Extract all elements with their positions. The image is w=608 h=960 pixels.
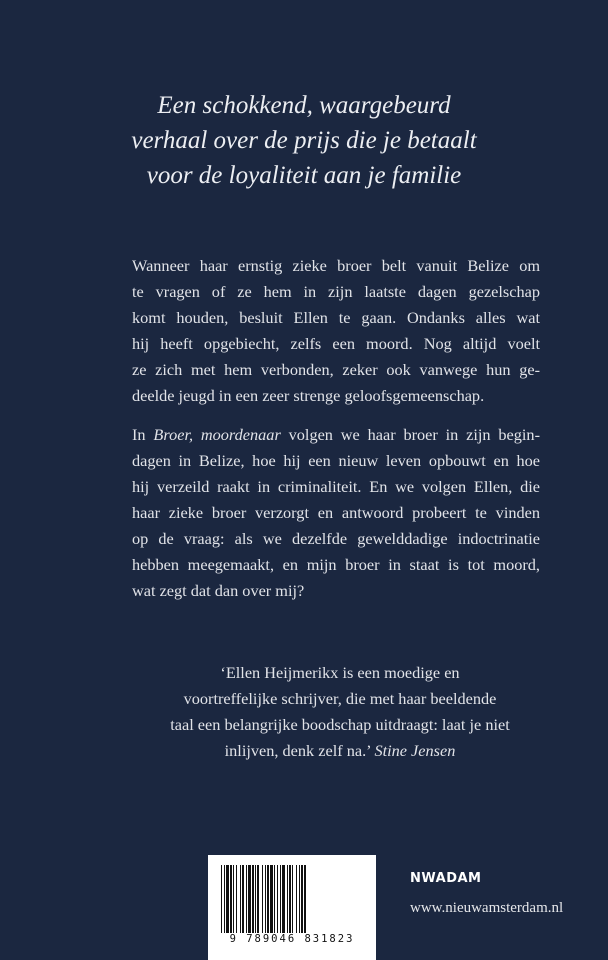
barcode-bar — [282, 865, 285, 933]
barcode-bar — [221, 865, 222, 933]
tagline — [40, 88, 568, 193]
blurb-line: hebben meegemaakt, en mijn broer in staat is tot moord, — [132, 555, 540, 574]
blurb-paragraph-2 — [132, 422, 540, 604]
blurb-line: haar zieke broer verzorgt en antwoord probeert te vinden — [132, 503, 540, 522]
barcode-bar — [270, 865, 273, 933]
tagline-line: voor de loyaliteit aan je familie — [146, 162, 462, 189]
barcode-bar — [280, 865, 281, 933]
quote-line: taal een belangrijke boodschap uitdraagt: laat je niet — [170, 715, 510, 734]
quote-author: Stine Jensen — [374, 741, 456, 760]
barcode-bar — [255, 865, 256, 933]
quote-line — [100, 738, 580, 764]
barcode-bar — [299, 865, 300, 933]
blurb-text: volgen we haar broer in zijn begin- — [280, 425, 540, 444]
review-quote — [100, 660, 580, 764]
barcode-bar — [246, 865, 247, 933]
barcode-bar — [252, 865, 254, 933]
isbn-number: 9 789046 831823 — [229, 933, 355, 945]
barcode-bar — [226, 865, 229, 933]
barcode-bar — [296, 865, 297, 933]
barcode-bar — [240, 865, 241, 933]
blurb-line: deelde jeugd in een zeer strenge geloofsgemeenschap. — [132, 386, 485, 405]
blurb-line: ze zich met hem verbonden, zeker ook vanwege hun ge- — [132, 360, 540, 379]
blurb-line: hij verzeild raakt in criminaliteit. En we volgen Ellen, die — [132, 477, 540, 496]
blurb-line: Wanneer haar ernstig zieke broer belt vanuit Belize om — [132, 256, 540, 275]
barcode-bar — [257, 865, 259, 933]
barcode-bars — [219, 865, 365, 933]
blurb-line — [132, 422, 540, 448]
barcode-bar — [274, 865, 275, 933]
barcode-bar — [287, 865, 288, 933]
quote-line: ‘Ellen Heijmerikx is een moedige en — [220, 663, 460, 682]
quote-line: voortreffelijke schrijver, die met haar beeldende — [183, 689, 497, 708]
blurb-text: In — [132, 425, 154, 444]
barcode-bar — [277, 865, 278, 933]
barcode-bar — [236, 865, 237, 933]
barcode-bar — [233, 865, 234, 933]
barcode-bar — [242, 865, 244, 933]
blurb-line: komt houden, besluit Ellen te gaan. Ondanks alles wat — [132, 308, 540, 327]
quote-text: inlijven, denk zelf na.’ — [224, 741, 375, 760]
barcode-bar — [267, 865, 269, 933]
blurb-paragraph-1 — [132, 253, 540, 409]
barcode-bar — [304, 865, 306, 933]
blurb-line: te vragen of ze hem in zijn laatste dagen gezelschap — [132, 282, 540, 301]
blurb-line: op de vraag: als we dezelfde gewelddadige indoctrinatie — [132, 529, 540, 548]
barcode-bar — [230, 865, 232, 933]
blurb-line: hij heeft opgebiecht, zelfs een moord. Nog altijd voelt — [132, 334, 540, 353]
tagline-line: Een schokkend, waargebeurd — [157, 92, 451, 119]
barcode — [208, 855, 376, 960]
book-title: Broer, moordenaar — [153, 425, 281, 444]
publisher-website: www.nieuwamsterdam.nl — [410, 900, 564, 916]
blurb-line: wat zegt dat dan over mij? — [132, 581, 305, 600]
barcode-bar — [265, 865, 266, 933]
barcode-bar — [301, 865, 303, 933]
barcode-bar — [289, 865, 291, 933]
barcode-bar — [248, 865, 251, 933]
publisher-logo: NWADAM — [410, 871, 482, 886]
barcode-bar — [292, 865, 293, 933]
barcode-bar — [224, 865, 225, 933]
blurb-line: dagen in Belize, hoe hij een nieuw leven opbouwt en hoe — [132, 451, 540, 470]
barcode-bar — [262, 865, 263, 933]
tagline-line: verhaal over de prijs die je betaalt — [131, 127, 477, 154]
